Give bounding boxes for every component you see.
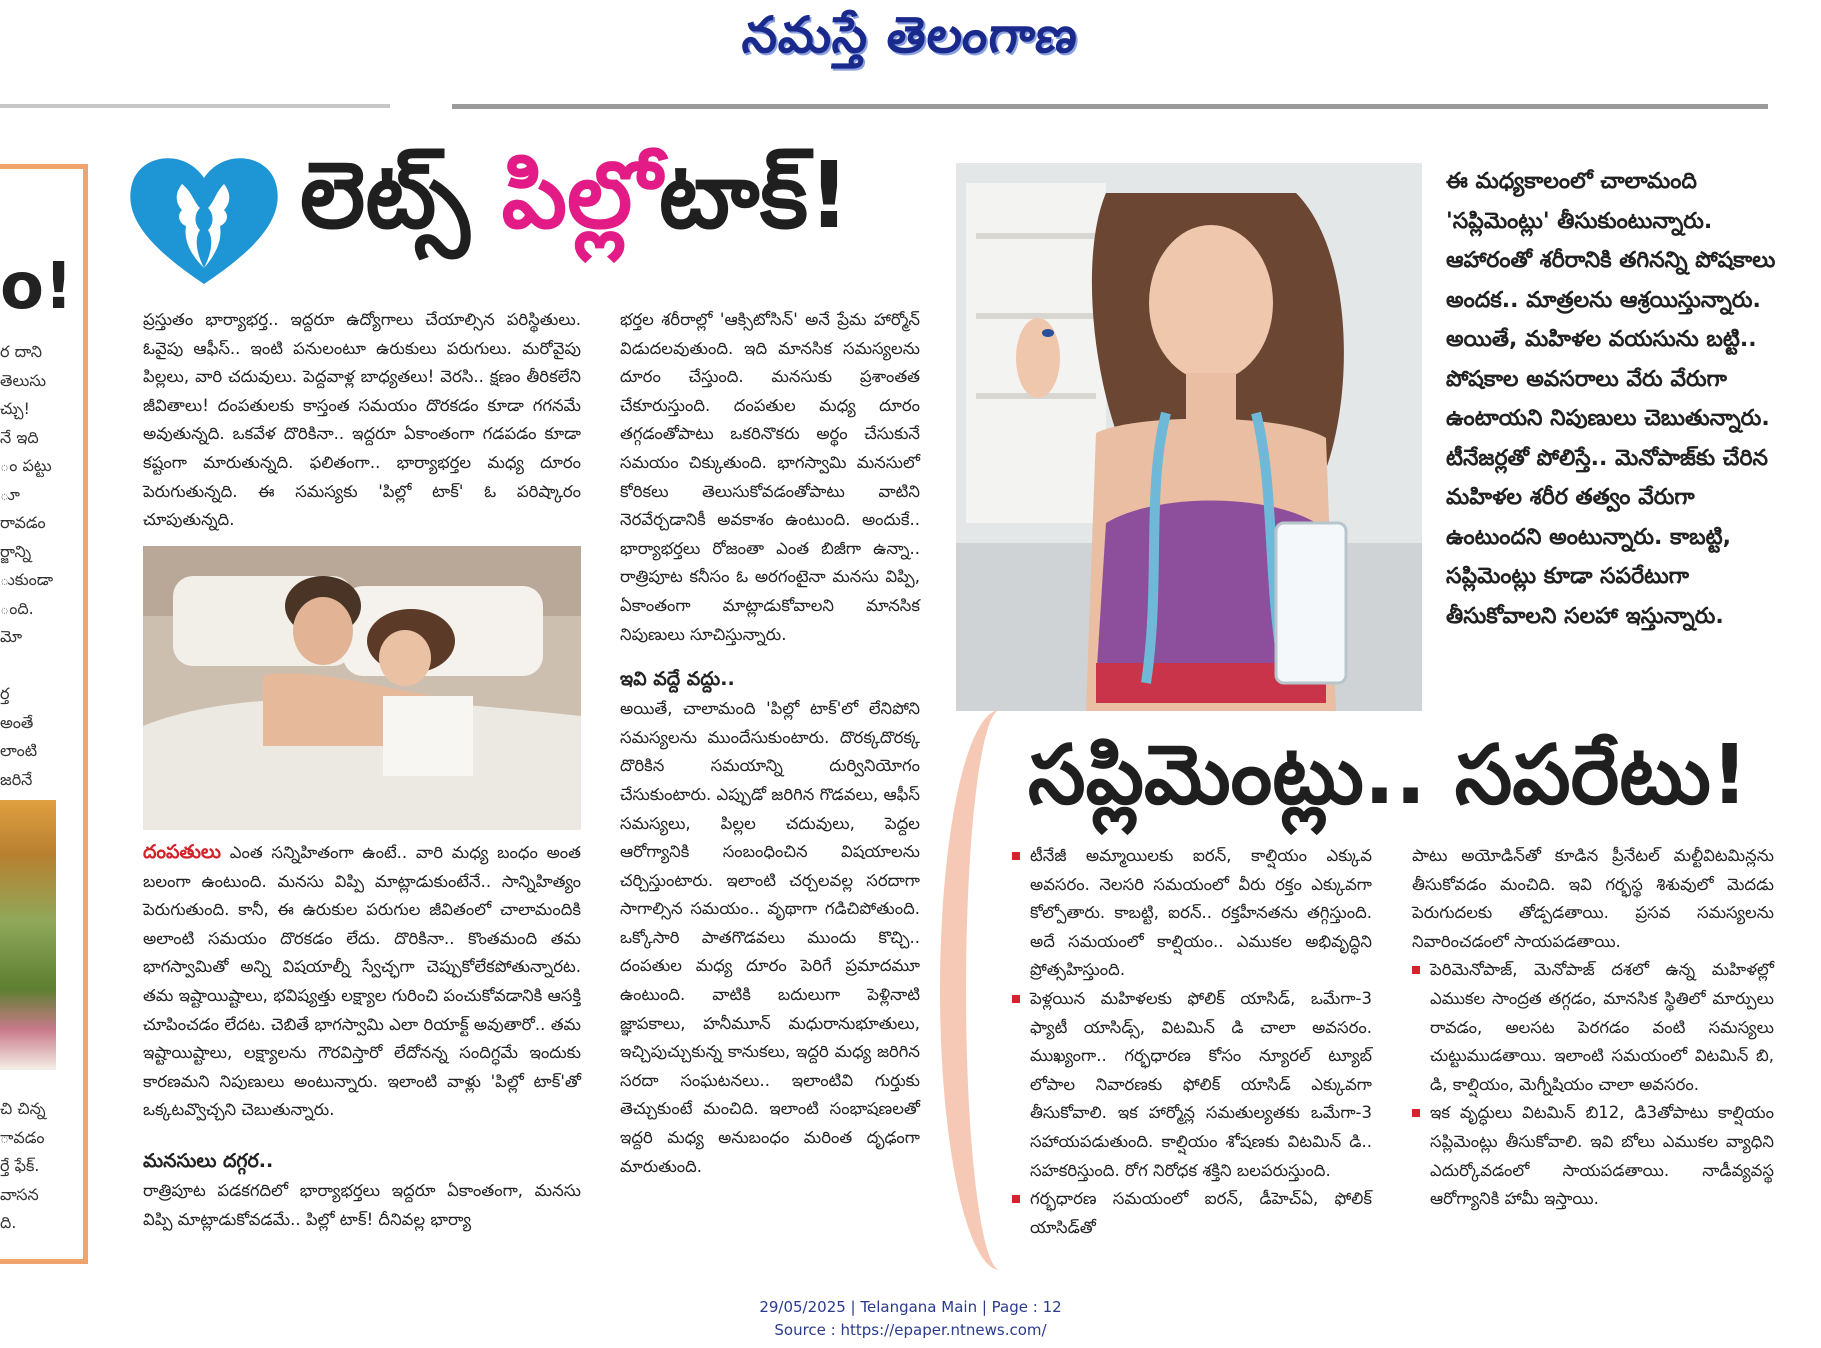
- pillow-talk-headline: [300, 142, 851, 249]
- side-headline-fragment: o!: [0, 250, 74, 324]
- pillow-subheading-1: మనసులు దగ్గర..: [143, 1149, 274, 1172]
- side-text-line: తెలుసు: [0, 370, 47, 390]
- heart-couple-icon: [124, 144, 284, 294]
- masthead-title: నమస్తే తెలంగాణ: [739, 5, 1082, 64]
- supplement-sidebar-text: ఈ మధ్యకాలంలో చాలామంది 'సప్లిమెంట్లు' తీసుకుంటున్నారు. ఆహారంతో శరీరానికి తగినన్ని పోషకాలు అందక.. మాత్రలను ఆశ్రయిస్తున్నారు. అయితే, మహిళల వయసును బట్టి.. పోషకాల అవసరాలు వేరు వేరుగా ఉంటాయని నిపుణులు చెబుతున్నారు. టీనేజర్లతో పోలిస్తే.. మెనోపాజ్‌కు చేరిన మహిళల శరీర తత్వం వేరుగా ఉంటుందని అంటున్నారు. కాబట్టి, సప్లిమెంట్లు కూడా సపరేటుగా తీసుకోవాలని సలహా ఇస్తున్నారు.: [1446, 169, 1776, 629]
- pillow-col2-para1: భర్తల శరీరాల్లో 'ఆక్సిటోసిన్' అనే ప్రేమ హార్మోన్ విడుదలవుతుంది. ఇది మానసిక సమస్యలను దూరం చేస్తుంది. మనసుకు ప్రశాంతత చేకూరుస్తుంది. దంపతుల మధ్య దూరం తగ్గడంతోపాటు ఒకరినొకరు అర్థం చేసుకునే సమయం చిక్కుతుంది. భాగస్వామి మనసులో కోరికలు తెలుసుకోవడంతోపాటు వాటిని నెరవేర్చడానికీ అవకాశం ఉంటుంది. అందుకే.. భార్యాభర్తలు రోజంతా ఎంత బిజీగా ఉన్నా.. రాత్రిపూట కనీసం ఓ అరగంటైనా మనసు విప్పి, ఏకాంతంగా మాట్లాడుకోవాలని మానసిక నిపుణులు సూచిస్తున్నారు.: [620, 310, 920, 644]
- divider-rule-left: [0, 104, 390, 108]
- woman-taking-pill-photo: [956, 163, 1422, 711]
- side-text-line: ర్త: [0, 684, 10, 703]
- side-text-line: ూ రావడం: [0, 484, 46, 532]
- headline-part-pillow: పిల్లో: [501, 142, 659, 249]
- side-text-line: అంతే: [0, 712, 34, 732]
- supplement-col2: [1412, 842, 1774, 1214]
- side-text-line: ర్జాన్ని: [0, 541, 32, 561]
- side-text-line: ది.: [0, 1213, 17, 1232]
- supplement-bullets-col1: [1012, 842, 1372, 1242]
- pillow-col2-para2: అయితే, చాలామంది 'పిల్లో టాక్'లో లేనిపోని సమస్యలను ముందేసుకుంటారు. దొరక్కదొరక్క దొరికిన సమయాన్ని దుర్వినియోగం చేసుకుంటారు. ఎప్పుడో జరిగిన గొడవలు, ఆఫీస్ సమస్యలు, పిల్లల చదువులు, పెద్దల ఆరోగ్యానికి సంబంధించిన విషయాలను చర్చిస్తుంటారు. ఇలాంటి చర్చలవల్ల సరదాగా సాగాల్సిన సమయం.. వృథాగా గడిచిపోతుంది. ఒక్కోసారి పాతగొడవలు ముందు కొచ్చి.. దంపతుల మధ్య దూరం పెరిగే ప్రమాదమూ ఉంటుంది. వాటికి బదులుగా పెళ్లినాటి జ్ఞాపకాలు, హనీమూన్ మధురానుభూతులు, ఇచ్చిపుచ్చుకున్న కానుకలు, ఇద్దరి మధ్య జరిగిన సరదా సంఘటనలు.. ఇలాంటివి గుర్తుకు తెచ్చుకుంటే మంచిది. ఇలాంటి సంభాషణలతో ఇద్దరి మధ్య అనుబంధం మరింత దృఢంగా మారుతుంది.: [620, 699, 920, 1176]
- side-text-line: చ్చు!: [0, 399, 30, 418]
- pillow-intro-text: ప్రస్తుతం భార్యాభర్త.. ఇద్దరూ ఉద్యోగాలు చేయాల్సిన పరిస్థితులు. ఓవైపు ఆఫీస్.. ఇంటి పనులంటూ ఉరుకులు పరుగులు. మరోవైపు పిల్లలు, వారి చదువులు. పెద్దవాళ్ల బాధ్యతలు! వెరసి.. క్షణం తీరికలేని జీవితాలు! దంపతులకు కాస్తంత సమయం దొరకడం కూడా గగనమే అవుతున్నది. ఒకవేళ దొరికినా.. ఇద్దరూ ఏకాంతంగా గడపడం కూడా కష్టంగా మారుతున్నది. ఫలితంగా.. భార్యాభర్తల మధ్య దూరం పెరుగుతున్నది. ఈ సమస్యకు 'పిల్లో టాక్' ఓ పరిష్కారం చూపుతున్నది.: [143, 310, 581, 530]
- masthead: [680, 5, 1140, 72]
- divider-rule-right: [452, 104, 1768, 109]
- side-text-line: వాసన: [0, 1184, 39, 1204]
- pillow-col2: [620, 306, 920, 1181]
- pillow-para1-text: ఎంత సన్నిహితంగా ఉంటే.. వారి మధ్య బంధం అంత బలంగా ఉంటుంది. మనసు విప్పి మాట్లాడుకుంటేనే.. సాన్నిహిత్యం పెరుగుతుంది. కానీ, ఈ ఉరుకుల పరుగుల జీవితంలో చాలామందికి అలాంటి సమయం దొరకడం లేదు. దొరికినా.. కొంతమంది తమ భాగస్వామితో అన్ని విషయాల్నీ స్వేచ్ఛగా చెప్పుకోలేకపోతున్నారట. తమ ఇష్టాయిష్టాలు, భవిష్యత్తు లక్ష్యాల గురించి పంచుకోవడానికి ఆసక్తి చూపించడం లేదట. చెబితే భాగస్వామి ఎలా రియాక్ట్ అవుతారో.. తమ ఇష్టాయిష్టాలు, లక్ష్యాలను గౌరవిస్తారో లేదోనన్న సందిగ్ధమే ఇందుకు కారణమని నిపుణులు అంటున్నారు. ఇలాంటి వాళ్లు 'పిల్లో టాక్'తో ఒక్కటవ్వొచ్చని చెబుతున్నారు.: [143, 843, 581, 1120]
- side-text-line: జరినే: [0, 769, 33, 789]
- side-text-line: ావడం: [0, 1127, 45, 1147]
- supplement-bullet-elderly: ఇక వృద్ధులు విటమిన్ బి12, డి3తోపాటు కాల్షియం సప్లిమెంట్లు తీసుకోవాలి. ఇవి బోలు ఎముకల వ్యాధిని ఎదుర్కోవడంలో సాయపడతాయి. నాడీవ్యవస్థ ఆరోగ్యానికి హామీ ఇస్తాయి.: [1412, 1099, 1774, 1213]
- side-text-line: ం పట్టు: [0, 456, 52, 475]
- footer-date-line: 29/05/2025 | Telangana Main | Page : 12: [759, 1298, 1062, 1316]
- side-article-photo: [0, 800, 56, 1070]
- couple-in-bed-photo: [143, 546, 581, 830]
- pillow-para2-text: రాత్రిపూట పడకగదిలో భార్యాభర్తలు ఇద్దరూ ఏకాంతంగా, మనసు విప్పి మాట్లాడుకోవడమే.. పిల్లో టాక్! దీనివల్ల భార్యా: [143, 1180, 581, 1229]
- supplement-col1: [1012, 842, 1372, 1242]
- supplement-bullet-menopause: పెరిమెనోపాజ్, మెనోపాజ్ దశలో ఉన్న మహిళల్లో ఎముకల సాంద్రత తగ్గడం, మానసిక స్థితిలో మార్పులు రావడం, అలసట పెరగడం వంటి సమస్యలు చుట్టుముడతాయి. ఇలాంటి సమయంలో విటమిన్ బి, డి, కాల్షియం, మెగ్నీషియం చాలా అవసరం.: [1412, 956, 1774, 1099]
- side-article-text-bottom: [0, 1095, 70, 1245]
- side-text-line: ుకుండా: [0, 570, 54, 589]
- side-text-line: ర్తే ఫేక్.: [0, 1156, 40, 1175]
- side-text-line: [0, 652, 70, 681]
- headline-part-talk: టాక్!: [658, 142, 851, 249]
- page-footer: [0, 1296, 1821, 1342]
- pillow-para1-lead: దంపతులు: [143, 841, 221, 863]
- side-text-line: ర దాని: [0, 342, 42, 361]
- pillow-subheading-2: ఇవి వద్దే వద్దు..: [620, 668, 735, 691]
- supplement-bullet-pregnancy: గర్భధారణ సమయంలో ఐరన్, డీహెచ్ఏ, ఫోలిక్ యాసిడ్‌తో: [1012, 1185, 1372, 1242]
- side-text-line: మో: [0, 627, 23, 646]
- supplement-bullet-teen: టీనేజీ అమ్మాయిలకు ఐరన్, కాల్షియం ఎక్కువ అవసరం. నెలసరి సమయంలో వీరు రక్తం ఎక్కువగా కోల్పోతారు. కాబట్టి, ఐరన్.. రక్తహీనతను తగ్గిస్తుంది. అదే సమయంలో కాల్షియం.. ఎముకల అభివృద్ధిని ప్రోత్సహిస్తుంది.: [1012, 842, 1372, 985]
- supplement-col2-intro: పాటు అయోడిన్‌తో కూడిన ప్రీనేటల్ మల్టీవిటమిన్లను తీసుకోవడం మంచిది. ఇవి గర్భస్థ శిశువులో మెదడు పెరుగుదలకు తోడ్పడతాయి. ప్రసవ సమస్యలను నివారించడంలో సాయపడతాయి.: [1412, 846, 1774, 951]
- supplement-bullets-col2: [1412, 956, 1774, 1213]
- side-text-line: లాంటి: [0, 741, 38, 760]
- headline-part-lets: లెట్స్: [300, 142, 470, 249]
- side-article-text-top: [0, 338, 70, 794]
- side-text-line: నే ఇది: [0, 427, 39, 447]
- pillow-para1: [143, 838, 581, 1234]
- side-text-line: ంది.: [0, 598, 34, 618]
- supplements-headline: సప్లిమెంట్లు.. సపరేటు!: [1028, 728, 1749, 823]
- footer-source-line: Source : https://epaper.ntnews.com/: [774, 1321, 1047, 1339]
- side-text-line: చి చిన్న: [0, 1099, 46, 1118]
- pillow-intro: [143, 306, 581, 535]
- supplement-bullet-married: పెళ్లయిన మహిళలకు ఫోలిక్ యాసిడ్, ఒమేగా-3 ఫ్యాటీ యాసిడ్స్, విటమిన్ డి చాలా అవసరం. ముఖ్యంగా.. గర్భధారణ కోసం న్యూరల్ ట్యూబ్ లోపాల నివారణకు ఫోలిక్ యాసిడ్ ఎక్కువగా తీసుకోవాలి. ఇక హార్మోన్ల సమతుల్యతకు ఒమేగా-3 సహాయపడుతుంది. కాల్షియం శోషణకు విటమిన్ డి.. సహకరిస్తుంది. రోగ నిరోధక శక్తిని బలపరుస్తుంది.: [1012, 985, 1372, 1185]
